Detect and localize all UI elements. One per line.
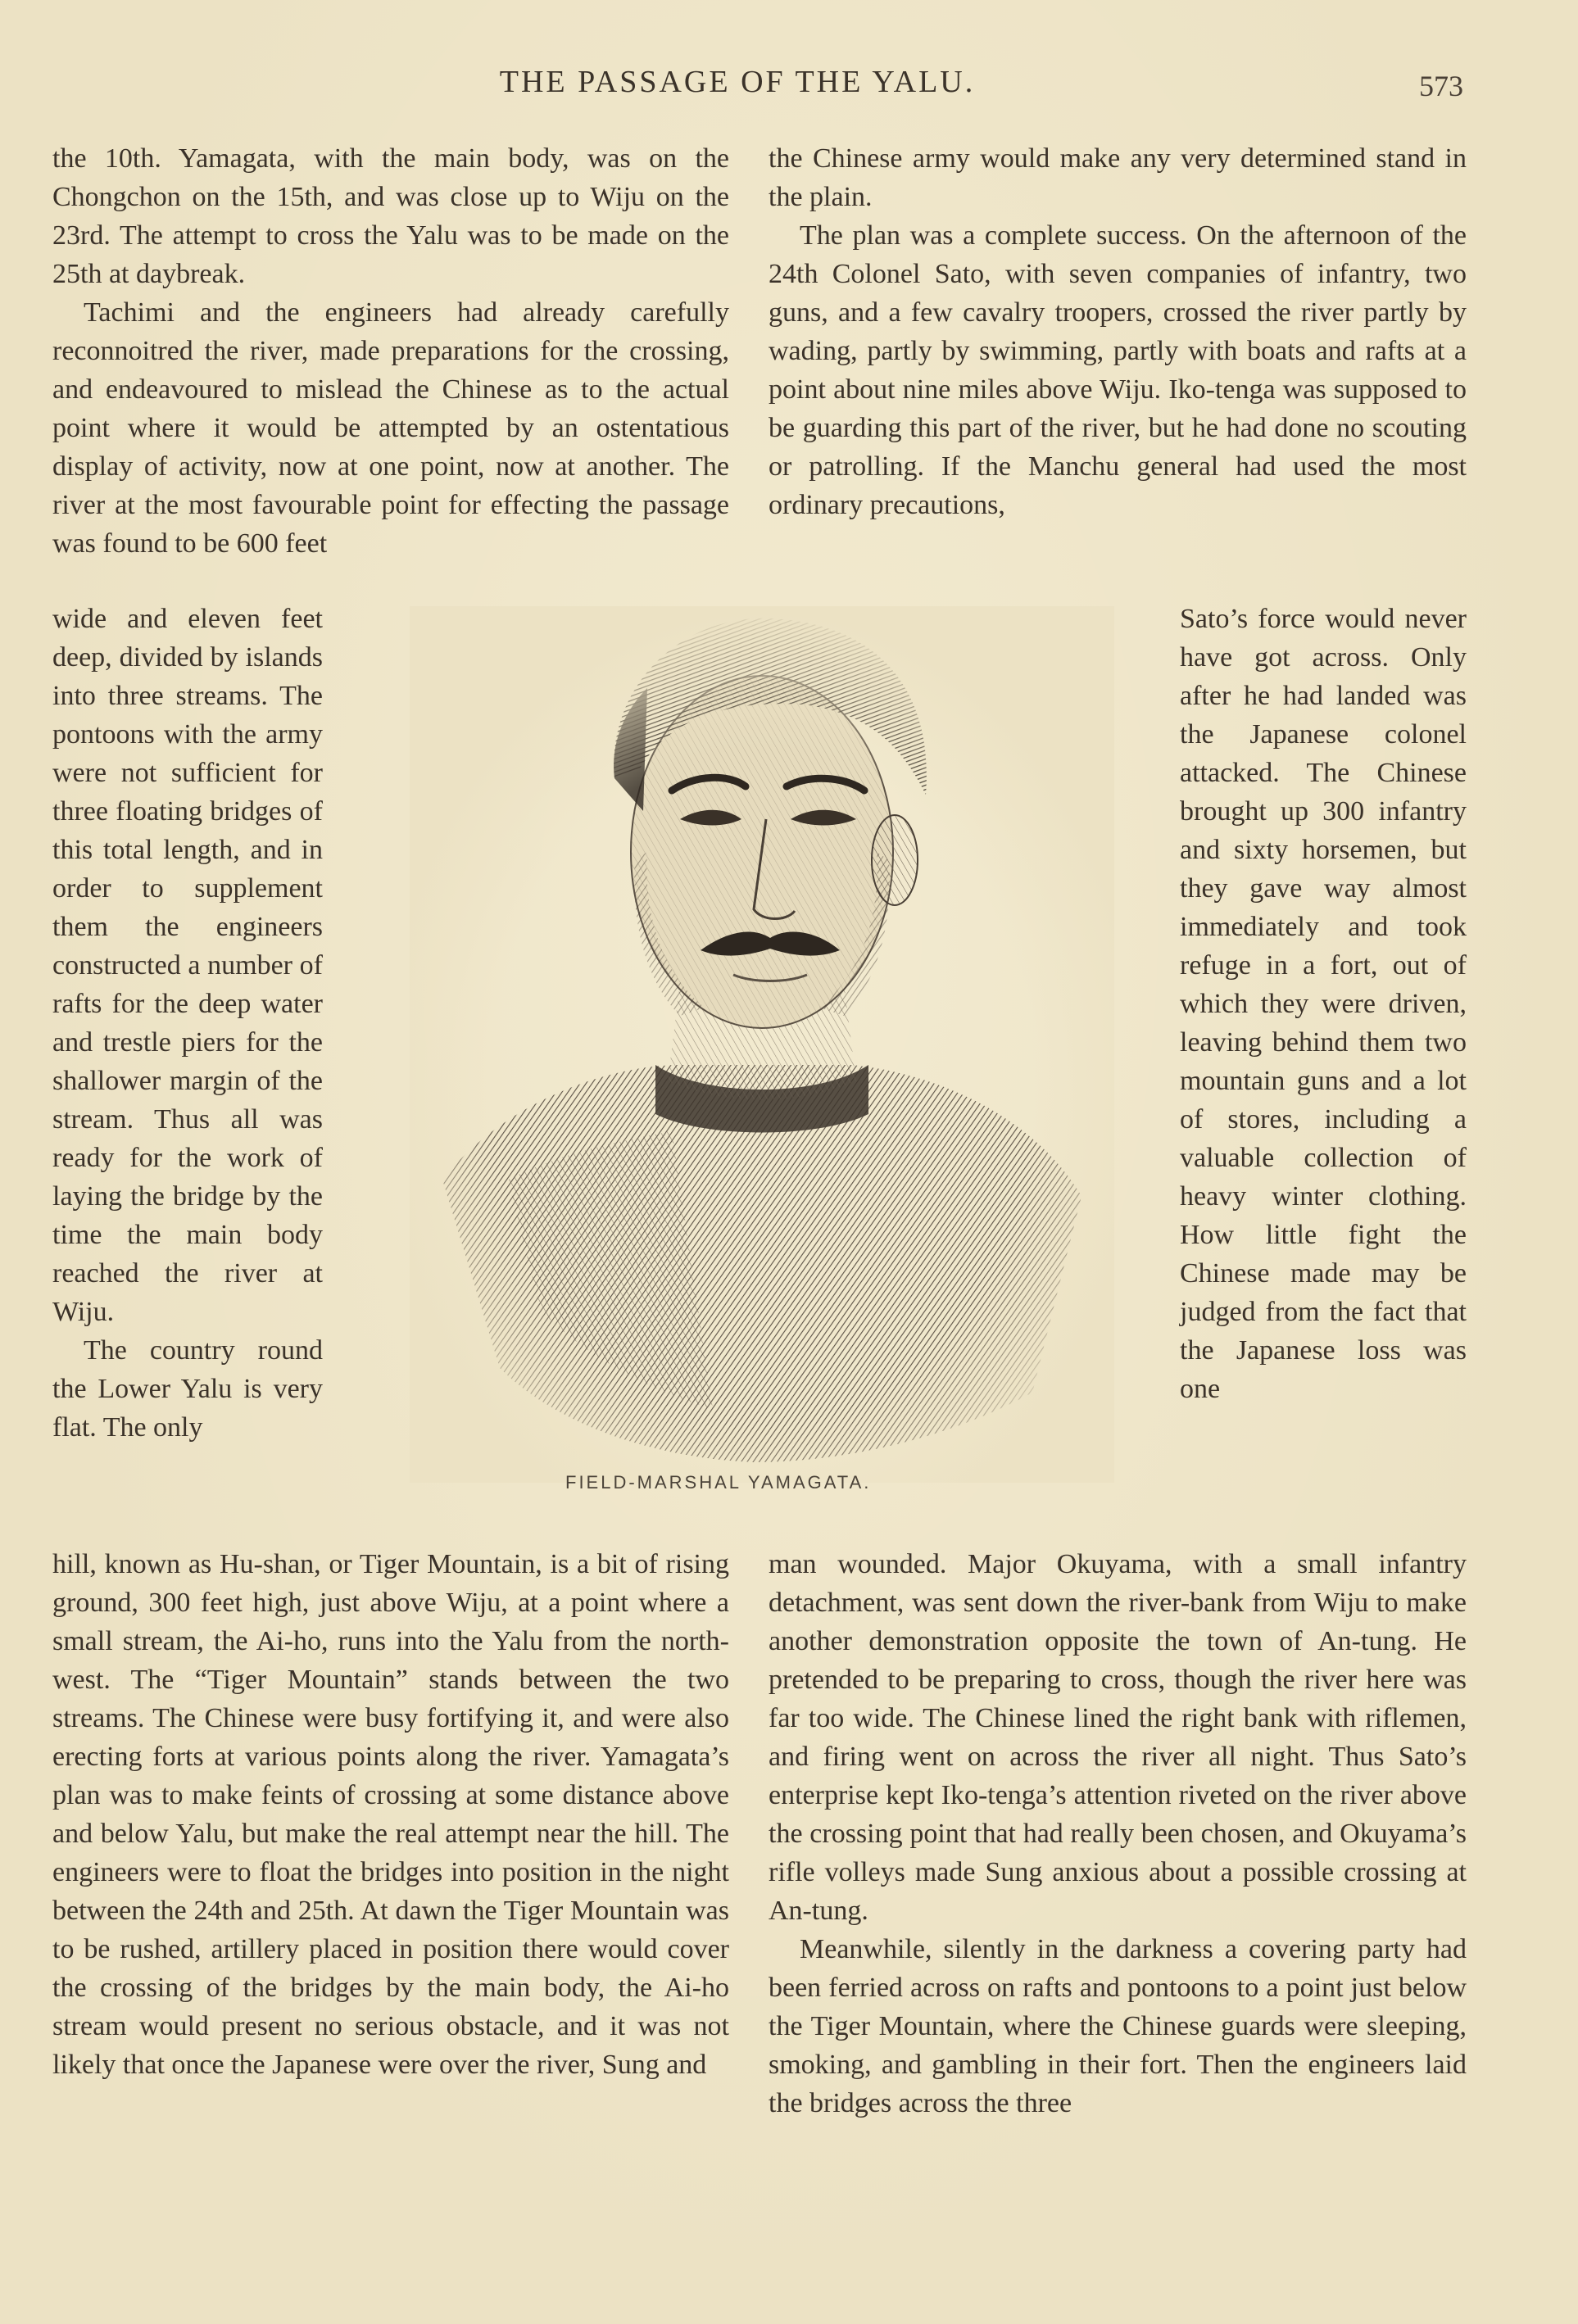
paragraph: Sato’s force would never have got across. Only after he had landed was the Japanese colonel attacked. The Chinese brought up 300 infantry and sixty horsemen, but they gave way almost immediately and took refuge in a fort, out of which they were driven, leaving behind them two mountain guns and a lot of stores, including a valuable collection of heavy winter clothing. How little fight the Chinese made may be judged from the fact that the Japanese loss was one [1180, 604, 1467, 1404]
paragraph: Meanwhile, silently in the darkness a covering party had been ferried across on rafts and pontoons to a point just below the Tiger Mountain, where the Chinese guards were sleeping, smoking, and gambling in their fort. Then the engineers laid the bridges across the three [769, 1934, 1467, 2118]
paragraph: The plan was a complete success. On the afternoon of the 24th Colonel Sato, with seven companies of infantry, two guns, and a few cavalry troopers, crossed the river partly by wading, partly by swimming, partly with boats and rafts at a point about nine miles above Wiju. Iko-tenga was supposed to be guarding this part of the river, but he had done no scouting or patrolling. If the Manchu general had used the most ordinary precautions, [769, 220, 1467, 520]
right-column-bottom [769, 1545, 1467, 2122]
paragraph: man wounded. Major Okuyama, with a small infantry detachment, was sent down the river-bank from Wiju to make another demonstration opposite the town of An-tung. He pretended to be preparing to cross, though the river here was far too wide. The Chinese lined the right bank with riflemen, and firing went on across the river all night. Thus Sato’s enterprise kept Iko-tenga’s attention riveted on the river above the crossing point that had really been chosen, and Okuyama’s rifle volleys made Sung anxious about a possible crossing at An-tung. [769, 1549, 1467, 1926]
running-title: THE PASSAGE OF THE YALU. [499, 65, 976, 99]
paragraph: the 10th. Yamagata, with the main body, was on the Chongchon on the 15th, and was close up to Wiju on the 23rd. The attempt to cross the Yalu was to be made on the 25th at daybreak. [52, 143, 729, 289]
left-column-top [52, 139, 729, 563]
paragraph: Tachimi and the engineers had already carefully reconnoitred the river, made preparations for the crossing, and endeavoured to mislead the Chinese as to the actual point where it would be attempted by an ostentatious display of activity, now at one point, now at another. The river at the most favourable point for effecting the passage was found to be 600 feet [52, 297, 729, 559]
paragraph: The country round the Lower Yalu is very flat. The only [52, 1335, 323, 1443]
right-column-top [769, 139, 1467, 524]
page-number: 573 [1419, 70, 1463, 102]
paragraph: wide and eleven feet deep, divided by islands into three streams. The pontoons with the army were not sufficient for three floating bridges of this total length, and in order to supplement them the engineers constructed a number of rafts for the deep water and trestle piers for the shallower margin of the stream. Thus all was ready for the work of laying the bridge by the time the main body reached the river at Wiju. [52, 604, 323, 1327]
right-column-wrap [1180, 600, 1467, 1408]
paragraph: the Chinese army would make any very determined stand in the plain. [769, 143, 1467, 212]
figure-caption: FIELD-MARSHAL YAMAGATA. [565, 1472, 872, 1493]
portrait-engraving [410, 606, 1114, 1483]
paragraph: hill, known as Hu-shan, or Tiger Mountain, is a bit of rising ground, 300 feet high, just above Wiju, at a point where a small stream, the Ai-ho, runs into the Yalu from the north-west. The “Tiger Mountain” stands between the two streams. The Chinese were busy fortifying it, and were also erecting forts at various points along the river. Yamagata’s plan was to make feints of crossing at some distance above and below Yalu, but make the real attempt near the hill. The engineers were to float the bridges into position in the night between the 24th and 25th. At dawn the Tiger Mountain was to be rushed, artillery placed in position there would cover the crossing of the bridges by the main body, the Ai-ho stream would present no serious obstacle, and it was not likely that once the Japanese were over the river, Sung and [52, 1549, 729, 2080]
left-column-wrap [52, 600, 323, 1447]
page-header [0, 64, 1578, 113]
left-column-bottom [52, 1545, 729, 2084]
portrait-figure [410, 606, 1114, 1483]
